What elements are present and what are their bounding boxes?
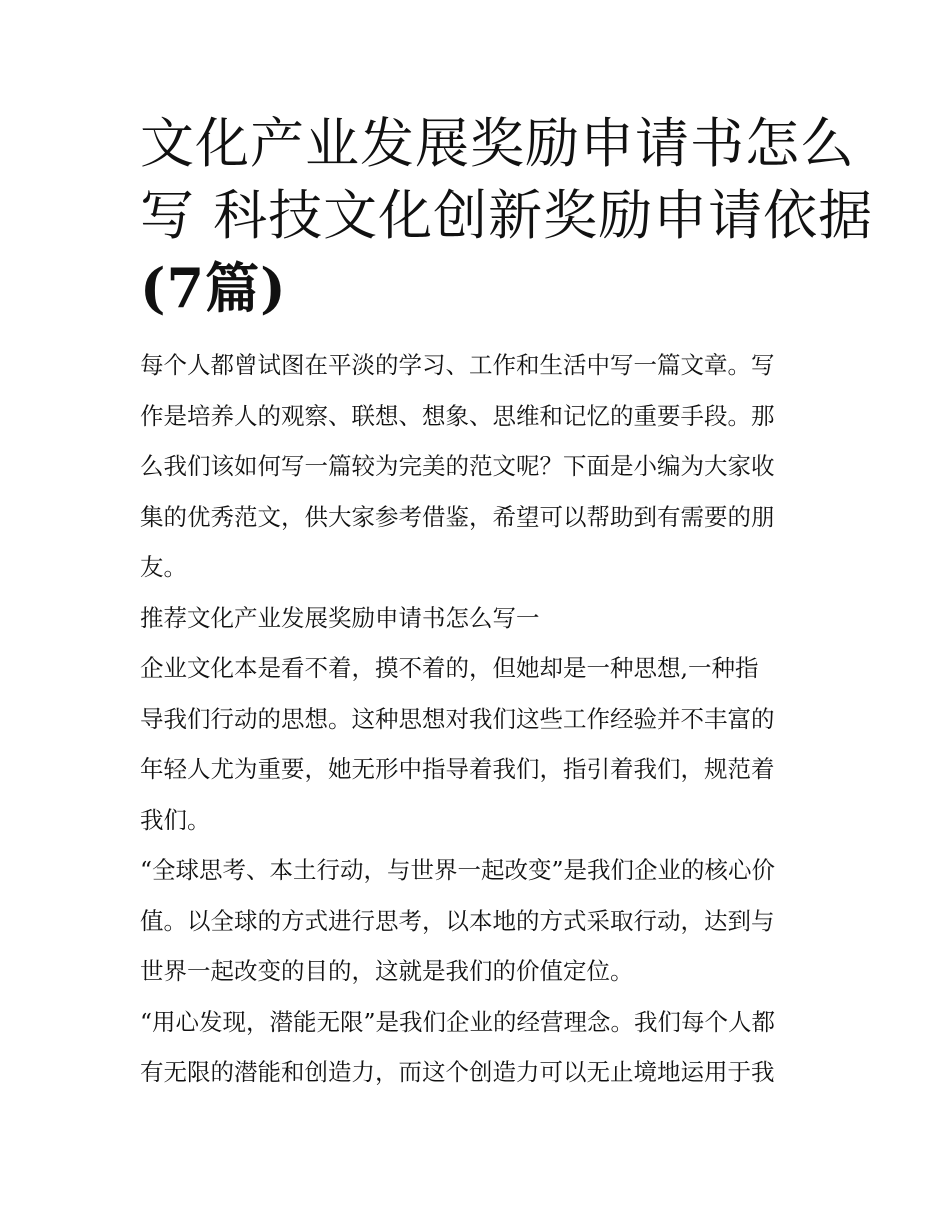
paragraph-philosophy [140,997,820,1098]
paragraph-intro [140,340,820,593]
text-line: “全球思考、本土行动，与世界一起改变”是我们企业的核心价 [140,856,776,884]
section-heading [140,593,820,644]
text-line: 每个人都曾试图在平淡的学习、工作和生活中写一篇文章。写 [140,351,775,379]
title-line-2: 写 科技文化创新奖励申请依据 [140,184,874,247]
paragraph-culture [140,643,820,845]
text-line: 友。 [140,553,187,581]
text-line: 集的优秀范文，供大家参考借鉴，希望可以帮助到有需要的朋 [140,502,775,531]
text-line: 作是培养人的观察、联想、想象、思维和记忆的重要手段。那 [140,401,775,430]
paragraph-core-value [140,845,820,997]
title-line-3: (7篇) [140,256,287,320]
text-line: 年轻人尤为重要，她无形中指导着我们，指引着我们，规范着 [140,755,775,783]
text-line: 世界一起改变的目的，这就是我们的价值定位。 [140,957,634,985]
document-title [140,108,874,324]
title-line-1: 文化产业发展奖励申请书怎么 [140,112,855,175]
text-line: 企业文化本是看不着，摸不着的，但她却是一种思想,一种指 [140,654,759,682]
text-line: 么我们该如何写一篇较为完美的范文呢？下面是小编为大家收 [140,452,775,480]
text-line: 导我们行动的思想。这种思想对我们这些工作经验并不丰富的 [140,704,775,733]
text-line: 推荐文化产业发展奖励申请书怎么写一 [140,603,540,632]
text-line: 有无限的潜能和创造力，而这个创造力可以无止境地运用于我 [140,1058,775,1086]
document-body [140,340,820,1098]
text-line: 我们。 [140,805,211,834]
document-page [140,108,874,1098]
text-line: “用心发现，潜能无限”是我们企业的经营理念。我们每个人都 [140,1007,776,1036]
text-line: 值。以全球的方式进行思考，以本地的方式采取行动，达到与 [140,906,775,935]
